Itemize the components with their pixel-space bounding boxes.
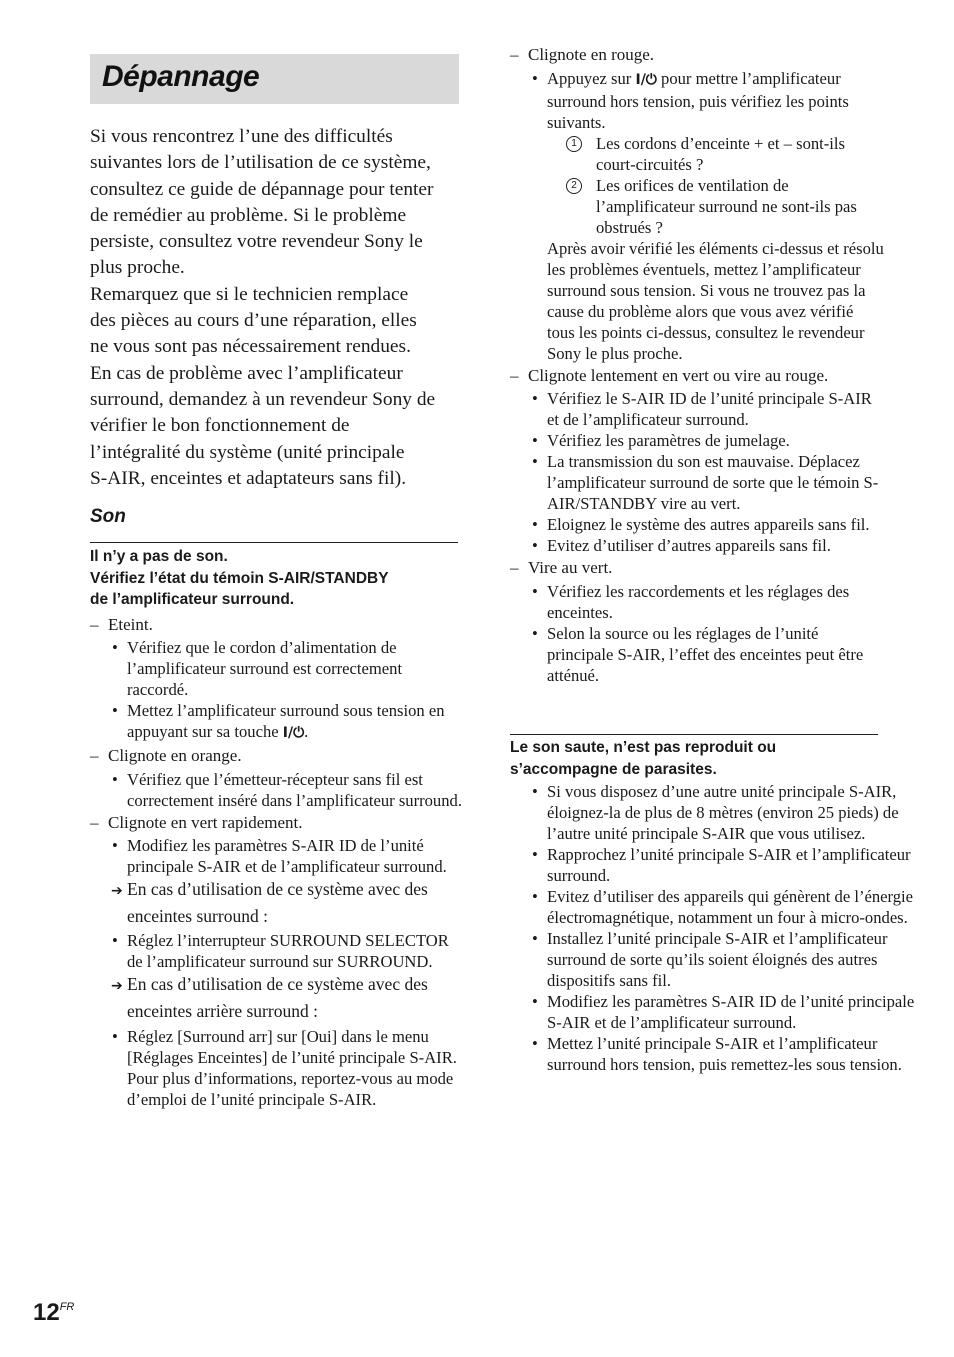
item-text: Appuyez sur — [547, 68, 636, 88]
list-item — [127, 700, 465, 744]
power-icon: I/⏻ — [635, 71, 657, 88]
status-item — [90, 812, 465, 834]
intro-line: consultez ce guide de dépannage pour tenter — [90, 178, 434, 200]
item-text: Les cordons d’enceinte + et – sont-ils court-circuités ? — [596, 133, 845, 174]
status-label: Eteint. — [108, 614, 153, 634]
status-item — [90, 614, 465, 636]
list-item: • Réglez [Surround arr] sur [Oui] dans le menu [Réglages Enceintes] de l’unité principale S-AIR. Pour plus d’informations, reportez-vous au mode d’emploi de l’unité principale S-AIR. — [127, 1026, 465, 1110]
no-sound-block — [90, 546, 465, 1110]
list-item — [571, 175, 885, 238]
question-line: de l’amplificateur surround. — [90, 591, 295, 608]
list-item: • Vérifiez le S-AIR ID de l’unité principale S-AIR et de l’amplificateur surround. — [547, 388, 885, 430]
bullet-list — [90, 835, 465, 877]
page-title: Dépannage — [102, 60, 260, 93]
list-item: • Modifiez les paramètres S-AIR ID de l’unité principale S-AIR et de l’amplificateur surround. — [547, 991, 922, 1033]
sound-skips-block — [510, 734, 915, 1075]
intro-line: Remarquez que si le technicien remplace — [90, 283, 409, 305]
list-item: • Réglez l’interrupteur SURROUND SELECTOR de l’amplificateur surround sur SURROUND. — [127, 930, 465, 972]
item-text: Mettez l’amplificateur surround sous tension en appuyant sur sa touche — [127, 701, 445, 741]
list-item: • Mettez l’unité principale S-AIR et l’amplificateur surround hors tension, puis remettez-les sous tension. — [547, 1033, 922, 1075]
dash-marker: – — [90, 614, 99, 634]
dash-marker: – — [510, 45, 519, 64]
status-label: Clignote en vert rapidement. — [108, 812, 303, 832]
bullet-list — [510, 781, 922, 1075]
bullet-list — [90, 637, 465, 744]
list-item: • Vérifiez les paramètres de jumelage. — [547, 430, 885, 451]
list-item: • Vérifiez les raccordements et les réglages des enceintes. — [547, 581, 885, 623]
page-number — [33, 1299, 74, 1327]
list-item: • Evitez d’utiliser d’autres appareils sans fil. — [547, 535, 885, 556]
item-text: Les orifices de ventilation de l’amplificateur surround ne sont-ils pas obstrués ? — [596, 175, 857, 237]
circled-number: 1 — [566, 136, 582, 152]
intro-line: plus proche. — [90, 257, 185, 279]
section-title: Son — [90, 506, 126, 527]
status-label: Clignote en orange. — [108, 746, 242, 765]
list-item — [571, 133, 885, 175]
question-line: Le son saute, n’est pas reproduit ou — [510, 739, 777, 756]
status-item — [90, 745, 465, 767]
intro-line: l’intégralité du système (unité principale — [90, 441, 405, 463]
intro-line: ne vous sont pas nécessairement rendues. — [90, 336, 411, 358]
page-number-value: 12 — [33, 1299, 60, 1326]
question-line: s’accompagne de parasites. — [510, 760, 717, 778]
bullet-list — [510, 388, 885, 556]
intro-line: En cas de problème avec l’amplificateur — [90, 362, 403, 384]
question-heading — [90, 546, 465, 611]
intro-line: Si vous rencontrez l’une des difficultés — [90, 126, 393, 147]
list-item: • La transmission du son est mauvaise. Déplacez l’amplificateur surround de sorte que le témoin S-AIR/STANDBY vire au vert. — [547, 451, 885, 514]
intro-line: S-AIR, enceintes et adaptateurs sans fil). — [90, 467, 407, 489]
page-title-bar — [90, 54, 459, 104]
dash-marker: – — [510, 558, 519, 577]
list-item: • Installez l’unité principale S-AIR et l’amplificateur surround de sorte qu’ils soient éloignés des autres dispositifs sans fil. — [547, 928, 922, 991]
intro-line: surround, demandez à un revendeur Sony de — [90, 388, 436, 410]
list-item: • Vérifiez que le cordon d’alimentation de l’amplificateur surround est correctement raccordé. — [127, 637, 465, 700]
intro-line: des pièces au cours d’une réparation, elles — [90, 310, 417, 332]
no-sound-continued — [510, 44, 885, 686]
status-item — [510, 44, 885, 66]
item-text: . — [304, 722, 309, 741]
note-paragraph: Après avoir vérifié les éléments ci-dessus et résolu les problèmes éventuels, mettez l’amplificateur surround sous tension. Si vous ne trouvez pas la cause du problème alors que vous avez vérifié tous les points ci-dessus, consultez le revendeur Sony le plus proche. — [547, 238, 884, 363]
list-item: • Si vous disposez d’une autre unité principale S-AIR, éloignez-la de plus de 8 mètres (environ 25 pieds) de l’autre unité principale S-AIR que vous utilisez. — [547, 781, 922, 844]
status-label: Clignote lentement en vert ou vire au rouge. — [528, 365, 829, 385]
section-heading — [90, 505, 458, 543]
intro-paragraph — [90, 124, 460, 492]
arrow-note — [90, 972, 465, 1023]
question-line: Il n’y a pas de son. — [90, 548, 228, 565]
list-item — [547, 68, 885, 133]
list-item: • Eloignez le système des autres appareils sans fil. — [547, 514, 885, 535]
list-item: • Vérifiez que l’émetteur-récepteur sans fil est correctement inséré dans l’amplificateur surround. — [127, 769, 465, 811]
bullet-list — [510, 581, 885, 686]
note-text: En cas d’utilisation de ce système avec des enceintes surround : — [127, 879, 428, 926]
bullet-list — [90, 930, 465, 972]
list-item: • Modifiez les paramètres S-AIR ID de l’unité principale S-AIR et de l’amplificateur surround. — [127, 835, 465, 877]
dash-marker: – — [90, 812, 99, 832]
bullet-list — [90, 769, 465, 811]
status-item — [510, 557, 885, 579]
dash-marker: – — [510, 365, 519, 385]
intro-line: vérifier le bon fonctionnement de — [90, 415, 350, 437]
item-text: pour mettre l’amplificateur surround hors tension, puis vérifiez les points suivants. — [547, 68, 849, 132]
circled-number: 2 — [566, 178, 582, 194]
page-number-suffix: FR — [59, 1301, 75, 1313]
list-item: • Rapprochez l’unité principale S-AIR et l’amplificateur surround. — [547, 844, 922, 886]
status-label: Clignote en rouge. — [528, 45, 655, 64]
arrow-icon: ➔ — [111, 883, 123, 899]
bullet-list — [510, 68, 885, 133]
intro-line: suivantes lors de l’utilisation de ce système, — [90, 152, 431, 174]
list-item: • Evitez d’utiliser des appareils qui génèrent de l’énergie électromagnétique, notamment un four à micro-ondes. — [547, 886, 922, 928]
list-item: • Selon la source ou les réglages de l’unité principale S-AIR, l’effet des enceintes peut être atténué. — [547, 623, 885, 686]
status-label: Vire au vert. — [528, 558, 613, 577]
intro-line: de remédier au problème. Si le problème — [90, 204, 407, 226]
intro-line: persiste, consultez votre revendeur Sony le — [90, 231, 423, 253]
check-list — [510, 133, 885, 238]
power-icon: I/⏻ — [282, 725, 305, 741]
note-text: En cas d’utilisation de ce système avec des enceintes arrière surround : — [127, 974, 428, 1021]
question-heading — [510, 737, 878, 780]
question-line: Vérifiez l’état du témoin S-AIR/STANDBY — [90, 569, 389, 587]
status-item — [510, 365, 885, 387]
arrow-icon: ➔ — [111, 978, 123, 994]
dash-marker: – — [90, 746, 99, 765]
bullet-list — [90, 1026, 465, 1110]
arrow-note — [90, 877, 465, 928]
